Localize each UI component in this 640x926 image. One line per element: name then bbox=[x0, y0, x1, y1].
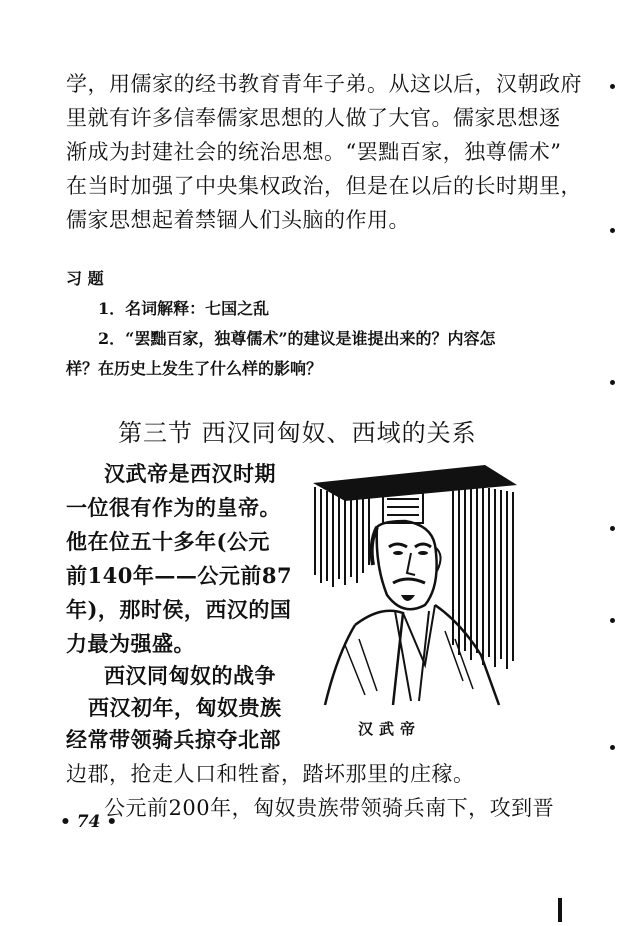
subheading: 西汉同匈奴的战争 bbox=[104, 663, 276, 688]
section-line: 前140年——公元前87 bbox=[66, 563, 293, 588]
paragraph-line: 在当时加强了中央集权政治，但是在以后的长时期里， bbox=[66, 174, 582, 198]
section-line: 汉武帝是西汉时期 bbox=[104, 461, 276, 486]
exercise-item: 1．名词解释：七国之乱 bbox=[98, 299, 270, 318]
war-line: 经常带领骑兵掠夺北部 bbox=[66, 727, 281, 752]
section-line: 年)，那时侯，西汉的国 bbox=[66, 597, 292, 622]
margin-dot bbox=[610, 84, 615, 89]
margin-dot bbox=[610, 526, 615, 531]
paragraph-line: 儒家思想起着禁锢人们头脑的作用。 bbox=[66, 208, 410, 232]
portrait-illustration bbox=[285, 455, 530, 715]
section-line: 力最为强盛。 bbox=[66, 631, 195, 656]
exercise-item: 2．“罢黜百家，独尊儒术”的建议是谁提出来的？内容怎 bbox=[98, 329, 496, 348]
exercise-item: 样？在历史上发生了什么样的影响？ bbox=[66, 359, 323, 378]
paragraph-line: 学，用儒家的经书教育青年子弟。从这以后，汉朝政府 bbox=[66, 72, 582, 96]
section-line: 他在位五十多年(公元 bbox=[66, 529, 270, 554]
war-line: 公元前200年，匈奴贵族带领骑兵南下，攻到晋 bbox=[104, 796, 555, 820]
emperor-wu-portrait bbox=[285, 455, 530, 715]
section-line: 一位很有作为的皇帝。 bbox=[66, 495, 281, 520]
margin-dot bbox=[610, 228, 615, 233]
margin-dot bbox=[610, 618, 615, 623]
war-line: 边郡，抢走人口和牲畜，踏坏那里的庄稼。 bbox=[66, 762, 475, 786]
section-heading: 第三节 西汉同匈奴、西域的关系 bbox=[118, 419, 477, 447]
paragraph-line: 里就有许多信奉儒家思想的人做了大官。儒家思想逐 bbox=[66, 106, 561, 130]
figure-caption: 汉武帝 bbox=[358, 720, 422, 738]
paragraph-line: 渐成为封建社会的统治思想。“罢黜百家，独尊儒术” bbox=[66, 140, 562, 164]
war-line: 西汉初年，匈奴贵族 bbox=[88, 695, 282, 720]
margin-dot bbox=[610, 380, 615, 385]
page-number: • 74 • bbox=[60, 812, 118, 832]
exercises-title: 习 题 bbox=[66, 269, 104, 288]
margin-dot bbox=[610, 745, 615, 750]
scan-mark bbox=[558, 898, 562, 922]
